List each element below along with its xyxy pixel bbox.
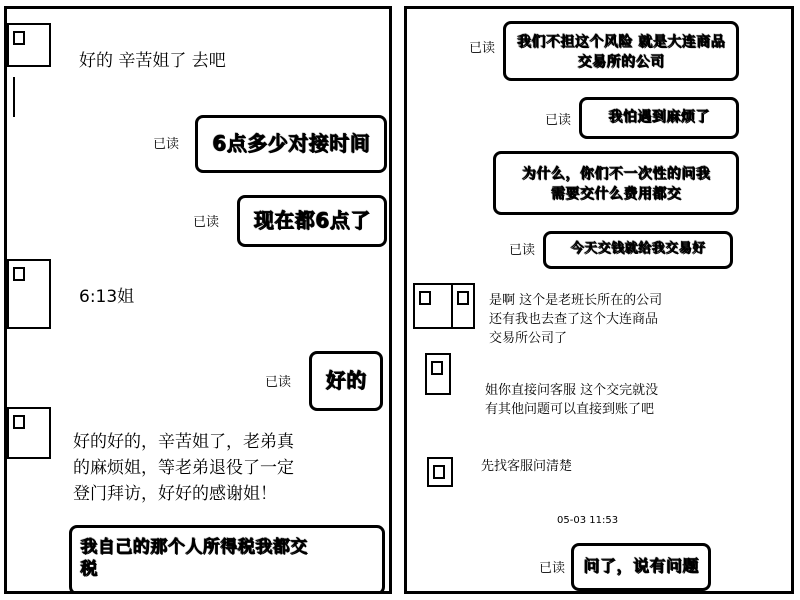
incoming-message: 是啊 这个是老班长所在的公司 还有我也去查了这个大连商品 交易所公司了 <box>489 293 663 346</box>
contact-avatar[interactable] <box>7 407 51 459</box>
outgoing-message-bubble[interactable]: 我们不担这个风险 就是大连商品 交易所的公司 <box>503 21 739 81</box>
read-receipt: 已读 <box>545 113 572 128</box>
outgoing-message-bubble[interactable]: 为什么，你们不一次性的问我 需要交什么费用都交 <box>493 151 739 215</box>
right-chat-panel <box>404 6 794 594</box>
outgoing-message-bubble[interactable]: 我怕遇到麻烦了 <box>579 97 739 139</box>
read-receipt: 已读 <box>153 137 180 152</box>
avatar-fragment <box>451 283 475 329</box>
outgoing-message-bubble[interactable]: 今天交钱就给我交易好 <box>543 231 733 269</box>
read-receipt: 已读 <box>193 215 220 230</box>
incoming-message: 6:13姐 <box>79 287 135 307</box>
outgoing-message-bubble[interactable]: 现在都6点了 <box>237 195 387 247</box>
read-receipt: 已读 <box>509 243 536 258</box>
outgoing-message-bubble[interactable]: 6点多少对接时间 <box>195 115 387 173</box>
incoming-message: 先找客服问清楚 <box>481 459 573 474</box>
contact-avatar[interactable] <box>7 259 51 329</box>
contact-avatar[interactable] <box>413 283 453 329</box>
message-timestamp: 05-03 11:53 <box>557 515 619 526</box>
read-receipt: 已读 <box>539 561 566 576</box>
contact-avatar[interactable] <box>425 353 451 395</box>
incoming-message: 姐你直接问客服 这个交完就没 有其他问题可以直接到账了吧 <box>485 383 659 417</box>
read-receipt: 已读 <box>265 375 292 390</box>
outgoing-message-bubble[interactable]: 好的 <box>309 351 383 411</box>
read-receipt: 已读 <box>469 41 496 56</box>
outgoing-message-bubble[interactable]: 我自己的那个人所得税我都交 税 <box>69 525 385 594</box>
contact-avatar[interactable] <box>427 457 453 487</box>
divider <box>13 77 15 117</box>
left-chat-panel <box>4 6 392 594</box>
incoming-message: 好的好的，辛苦姐了，老弟真 的麻烦姐，等老弟退役了一定 登门拜访，好好的感谢姐！ <box>73 432 294 504</box>
contact-avatar[interactable] <box>7 23 51 67</box>
outgoing-message-bubble[interactable]: 问了，说有问题 <box>571 543 711 591</box>
incoming-message: 好的 辛苦姐了 去吧 <box>79 51 226 71</box>
